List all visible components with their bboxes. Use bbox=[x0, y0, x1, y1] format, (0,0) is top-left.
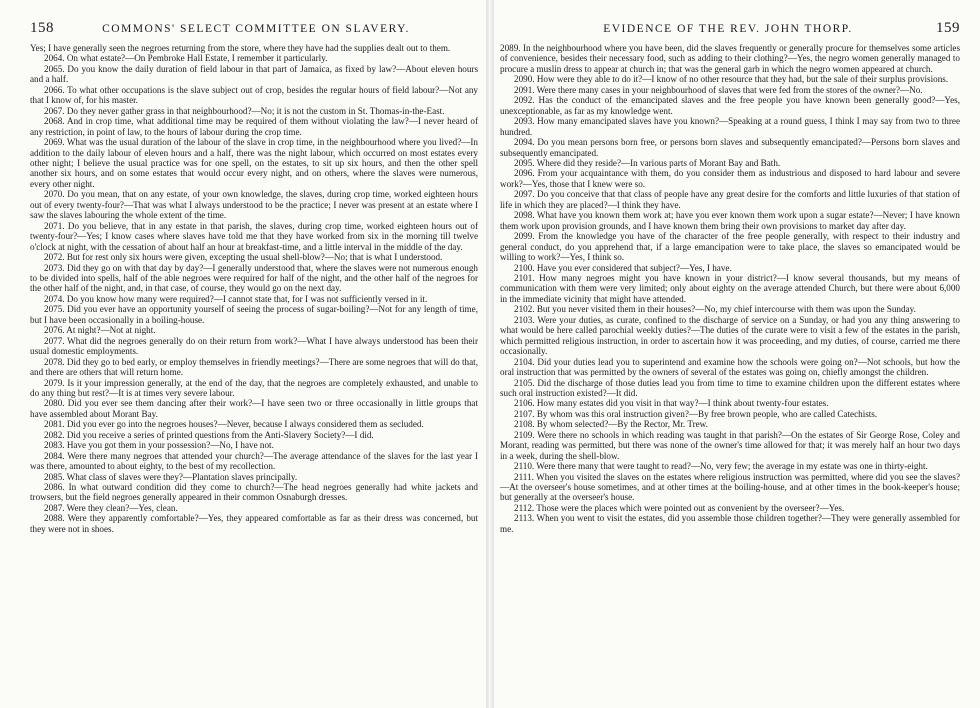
testimony-paragraph: 2095. Where did they reside?—In various parts of Morant Bay and Bath. bbox=[514, 157, 781, 168]
testimony-paragraph: 2096. From your acquaintance with them, do you consider them as industrious and disposed to hard labour and severe work?—Yes, those that I knew were so. bbox=[500, 168, 960, 189]
testimony-paragraph: 2079. Is it your impression generally, at the end of the day, that the negroes are completely exhausted, and unable to do any thing but rest?—It is at times very severe labour. bbox=[30, 377, 478, 398]
testimony-paragraph: 2097. Do you conceive that that class of people have any great desire for the comforts and little luxuries of that station of life in which they are placed?—I think they have. bbox=[500, 189, 960, 210]
left-running-head bbox=[30, 20, 478, 37]
testimony-paragraph: 2076. At night?—Not at night. bbox=[44, 325, 156, 336]
testimony-paragraph: 2088. Were they apparently comfortable?—Yes, they appeared comfortable as far as their dress was concerned, but they were not in shoes. bbox=[30, 513, 478, 534]
testimony-paragraph: 2074. Do you know how many were required?—I cannot state that, for I was not sufficiently versed in it. bbox=[44, 293, 428, 304]
testimony-paragraph: 2090. How were they able to do it?—I know of no other resource that they had, but the sale of their surplus provisions. bbox=[514, 74, 949, 85]
right-page bbox=[490, 0, 980, 708]
testimony-paragraph: 2089. In the neighbourhood where you have been, did the slaves frequently or generally procure for themselves some articles of convenience, besides their necessary food, such as adding to their clothing?—Yes, the negro women generally managed to procure a muslin dress to appear at church in; that was the general garb in which the negro women appeared at church. bbox=[500, 43, 960, 74]
testimony-paragraph: 2098. What have you known them work at; have you ever known them work upon a sugar estate?—Never; I have known them work upon provision grounds, and I have known them bring their own provisions to market day after day. bbox=[500, 210, 960, 231]
right-page-body bbox=[500, 43, 960, 534]
testimony-paragraph: 2101. How many negroes might you have known in your district?—I know several thousands, but my means of communication with them were very limited; only about eighty on the average attended Church, but there were about 6,000 in the immediate vicinity that might have attended. bbox=[500, 272, 960, 304]
testimony-paragraph: 2106. How many estates did you visit in that way?—I think about twenty-four estates. bbox=[514, 398, 829, 409]
testimony-paragraph: 2108. By whom selected?—By the Rector, Mr. Trew. bbox=[514, 419, 708, 430]
testimony-paragraph: 2070. Do you mean, that on any estate, of your own knowledge, the slaves, during crop time, worked eighteen hours out of every twenty-four?—That was what I always understood to be the practice; I never was present at an estate where I saw the slaves labouring the whole extent of the time. bbox=[30, 189, 478, 221]
testimony-paragraph: 2107. By whom was this oral instruction given?—By free brown people, who are called Catechists. bbox=[514, 408, 878, 419]
testimony-paragraph: 2077. What did the negroes generally do on their return from work?—What I have always understood has been their usual domestic employments. bbox=[30, 335, 478, 357]
testimony-paragraph: 2102. But you never visited them in their houses?—No, my chief intercourse with them was upon the Sunday. bbox=[514, 304, 916, 315]
testimony-paragraph: 2094. Do you mean persons born free, or persons born slaves and subsequently emancipated?—Persons born slaves and subsequently emancipated. bbox=[500, 137, 960, 158]
testimony-paragraph: 2082. Did you receive a series of printed questions from the Anti-Slavery Society?—I did. bbox=[44, 429, 374, 440]
testimony-paragraph: 2103. Were your duties, as curate, confined to the discharge of service on a Sunday, or had you any thing answering to what would be here called parochial weekly duties?—The duties of the curate were to visit a few of the estates in the parish, which permitted religious instruction, in order to ascertain how it was proceeding, and my duties, of course, carried me there occasionally. bbox=[500, 314, 960, 357]
testimony-paragraph: 2064. On what estate?—On Pembroke Hall Estate, I remember it particularly. bbox=[44, 53, 328, 64]
testimony-paragraph: 2105. Did the discharge of those duties lead you from time to time to examine children upon the different estates where such oral instruction existed?—It did. bbox=[500, 377, 960, 398]
left-running-title: COMMONS' SELECT COMMITTEE ON SLAVERY. bbox=[102, 23, 410, 35]
testimony-paragraph: 2084. Were there many negroes that attended your church?—The average attendance of the slaves for the last year I was there, amounted to about eighty, to the best of my recollection. bbox=[30, 450, 478, 472]
testimony-paragraph: 2087. Were they clean?—Yes, clean. bbox=[44, 502, 178, 513]
testimony-paragraph: 2099. From the knowledge you have of the character of the free people generally, with respect to their industry and general conduct, do you apprehend that, if a large emancipation were to take place, the slaves so emancipated would be willing to work?—Yes, I think so. bbox=[500, 231, 960, 263]
testimony-paragraph: 2080. Did you ever see them dancing after their work?—I have seen two or three occasionally in little groups that have assembled about Morant Bay. bbox=[30, 398, 478, 419]
right-running-head bbox=[500, 20, 960, 37]
testimony-paragraph: 2073. Did they go on with that day by day?—I generally understood that, where the slaves were not numerous enough to be divided into spells, half of the able negroes were required for half of the night, and the other half of the negroes for the other half of the night, and, in that case, of course, they would go on the next day. bbox=[30, 262, 478, 294]
testimony-paragraph: 2112. Those were the places which were pointed out as convenient by the overseer?—Yes. bbox=[514, 502, 845, 513]
testimony-paragraph: 2067. Do they never gather grass in that neighbourhood?—No; it is not the custom in St. Thomas-in-the-East. bbox=[44, 105, 445, 116]
testimony-paragraph: 2066. To what other occupations is the slave subject out of crop, besides the regular hours of field labour?—Not any that I know of, for his master. bbox=[30, 84, 478, 106]
testimony-paragraph: 2068. And in crop time, what additional time may be required of them without violating the law?—I never heard of any restriction, in point of law, to the hours of labour during the crop time. bbox=[30, 116, 478, 137]
testimony-paragraph: 2078. Did they go to bed early, or employ themselves in friendly meetings?—There are some negroes that will do that, and there are others that will return home. bbox=[30, 356, 478, 378]
right-running-title: EVIDENCE OF THE REV. JOHN THORP. bbox=[603, 23, 853, 35]
testimony-paragraph: 2065. Do you know the daily duration of field labour in that part of Jamaica, as fixed by law?—About eleven hours and a half. bbox=[30, 63, 478, 85]
testimony-paragraph: 2113. When you went to visit the estates, did you assemble those children together?—They were generally assembled for me. bbox=[500, 513, 960, 534]
testimony-paragraph: 2071. Do you believe, that in any estate in that parish, the slaves, during crop time, worked eighteen hours out of twenty-four?—Yes; I know cases where slaves have told me that they have worked from six in the morning till twelve o'clock at night, with the cessation of about half an hour at breakfast-time, and a little interval in the middle of the day. bbox=[30, 220, 478, 252]
right-page-number: 159 bbox=[936, 20, 960, 36]
testimony-paragraph: 2092. Has the conduct of the emancipated slaves and the free people you have known been generally good?—Yes, unexceptionable, as far as my knowledge went. bbox=[500, 95, 960, 116]
testimony-paragraph: 2069. What was the usual duration of the labour of the slave in crop time, in the neighbourhood where you lived?—In addition to the daily labour of eleven hours and a half, there was the night labour, which occurred on most estates every other night; I believe the usual practice was for one spell, on the estates, to sit up six hours, and then the other spell another six hours, and on some estates that would occur every night, and on others, where the slaves were numerous, every other night. bbox=[30, 137, 478, 189]
testimony-paragraph: 2111. When you visited the slaves on the estates where religious instruction was permitted, where did you see the slaves?—At the overseer's house sometimes, and at other times at the boiling-house, and at other times in the book-keeper's house; but generally at the overseer's house. bbox=[500, 471, 960, 503]
testimony-paragraph: 2100. Have you ever considered that subject?—Yes, I have. bbox=[514, 262, 732, 273]
testimony-paragraph: 2086. In what outward condition did they come to church?—The head negroes generally had white jackets and trowsers, but the field negroes generally appeared in their common Osnaburgh dresses. bbox=[30, 482, 478, 503]
testimony-paragraph: 2081. Did you ever go into the negroes houses?—Never, because I always considered them as secluded. bbox=[44, 419, 424, 430]
testimony-paragraph: Yes; I have generally seen the negroes returning from the store, where they have had the supplies dealt out to them. bbox=[30, 43, 451, 53]
testimony-paragraph: 2104. Did your duties lead you to superintend and examine how the schools were going on?—Not schools, but how the oral instruction that was permitted by the owners of several of the estates was going on, chiefly amongst the children. bbox=[500, 356, 960, 378]
testimony-paragraph: 2085. What class of slaves were they?—Plantation slaves principally. bbox=[44, 471, 298, 482]
left-page-number: 158 bbox=[30, 20, 54, 36]
testimony-paragraph: 2072. But for rest only six hours were given, excepting the usual shell-blow?—No; that is what I understood. bbox=[44, 252, 443, 263]
testimony-paragraph: 2110. Were there many that were taught to read?—No, very few; the average in my estate was one in thirty-eight. bbox=[514, 461, 928, 472]
testimony-paragraph: 2091. Were there many cases in your neighbourhood of slaves that were fed from the stores of the owner?—No. bbox=[514, 84, 923, 95]
left-page-body bbox=[30, 43, 478, 534]
testimony-paragraph: 2083. Have you got them in your possession?—No, I have not. bbox=[44, 440, 274, 451]
testimony-paragraph: 2093. How many emancipated slaves have you known?—Speaking at a round guess, I think I may say from two to three hundred. bbox=[500, 116, 960, 137]
testimony-paragraph: 2109. Were there no schools in which reading was taught in that parish?—On the estates of Sir George Rose, Coley and Morant, reading was permitted, but there was none of the owner's time allowed for that; it was merely half an hour two days in a week, during the shell-blow. bbox=[500, 429, 960, 461]
testimony-paragraph: 2075. Did you ever have an opportunity yourself of seeing the process of sugar-boiling?—Not for any length of time, but I have been occasionally in a boiling-house. bbox=[30, 304, 478, 325]
